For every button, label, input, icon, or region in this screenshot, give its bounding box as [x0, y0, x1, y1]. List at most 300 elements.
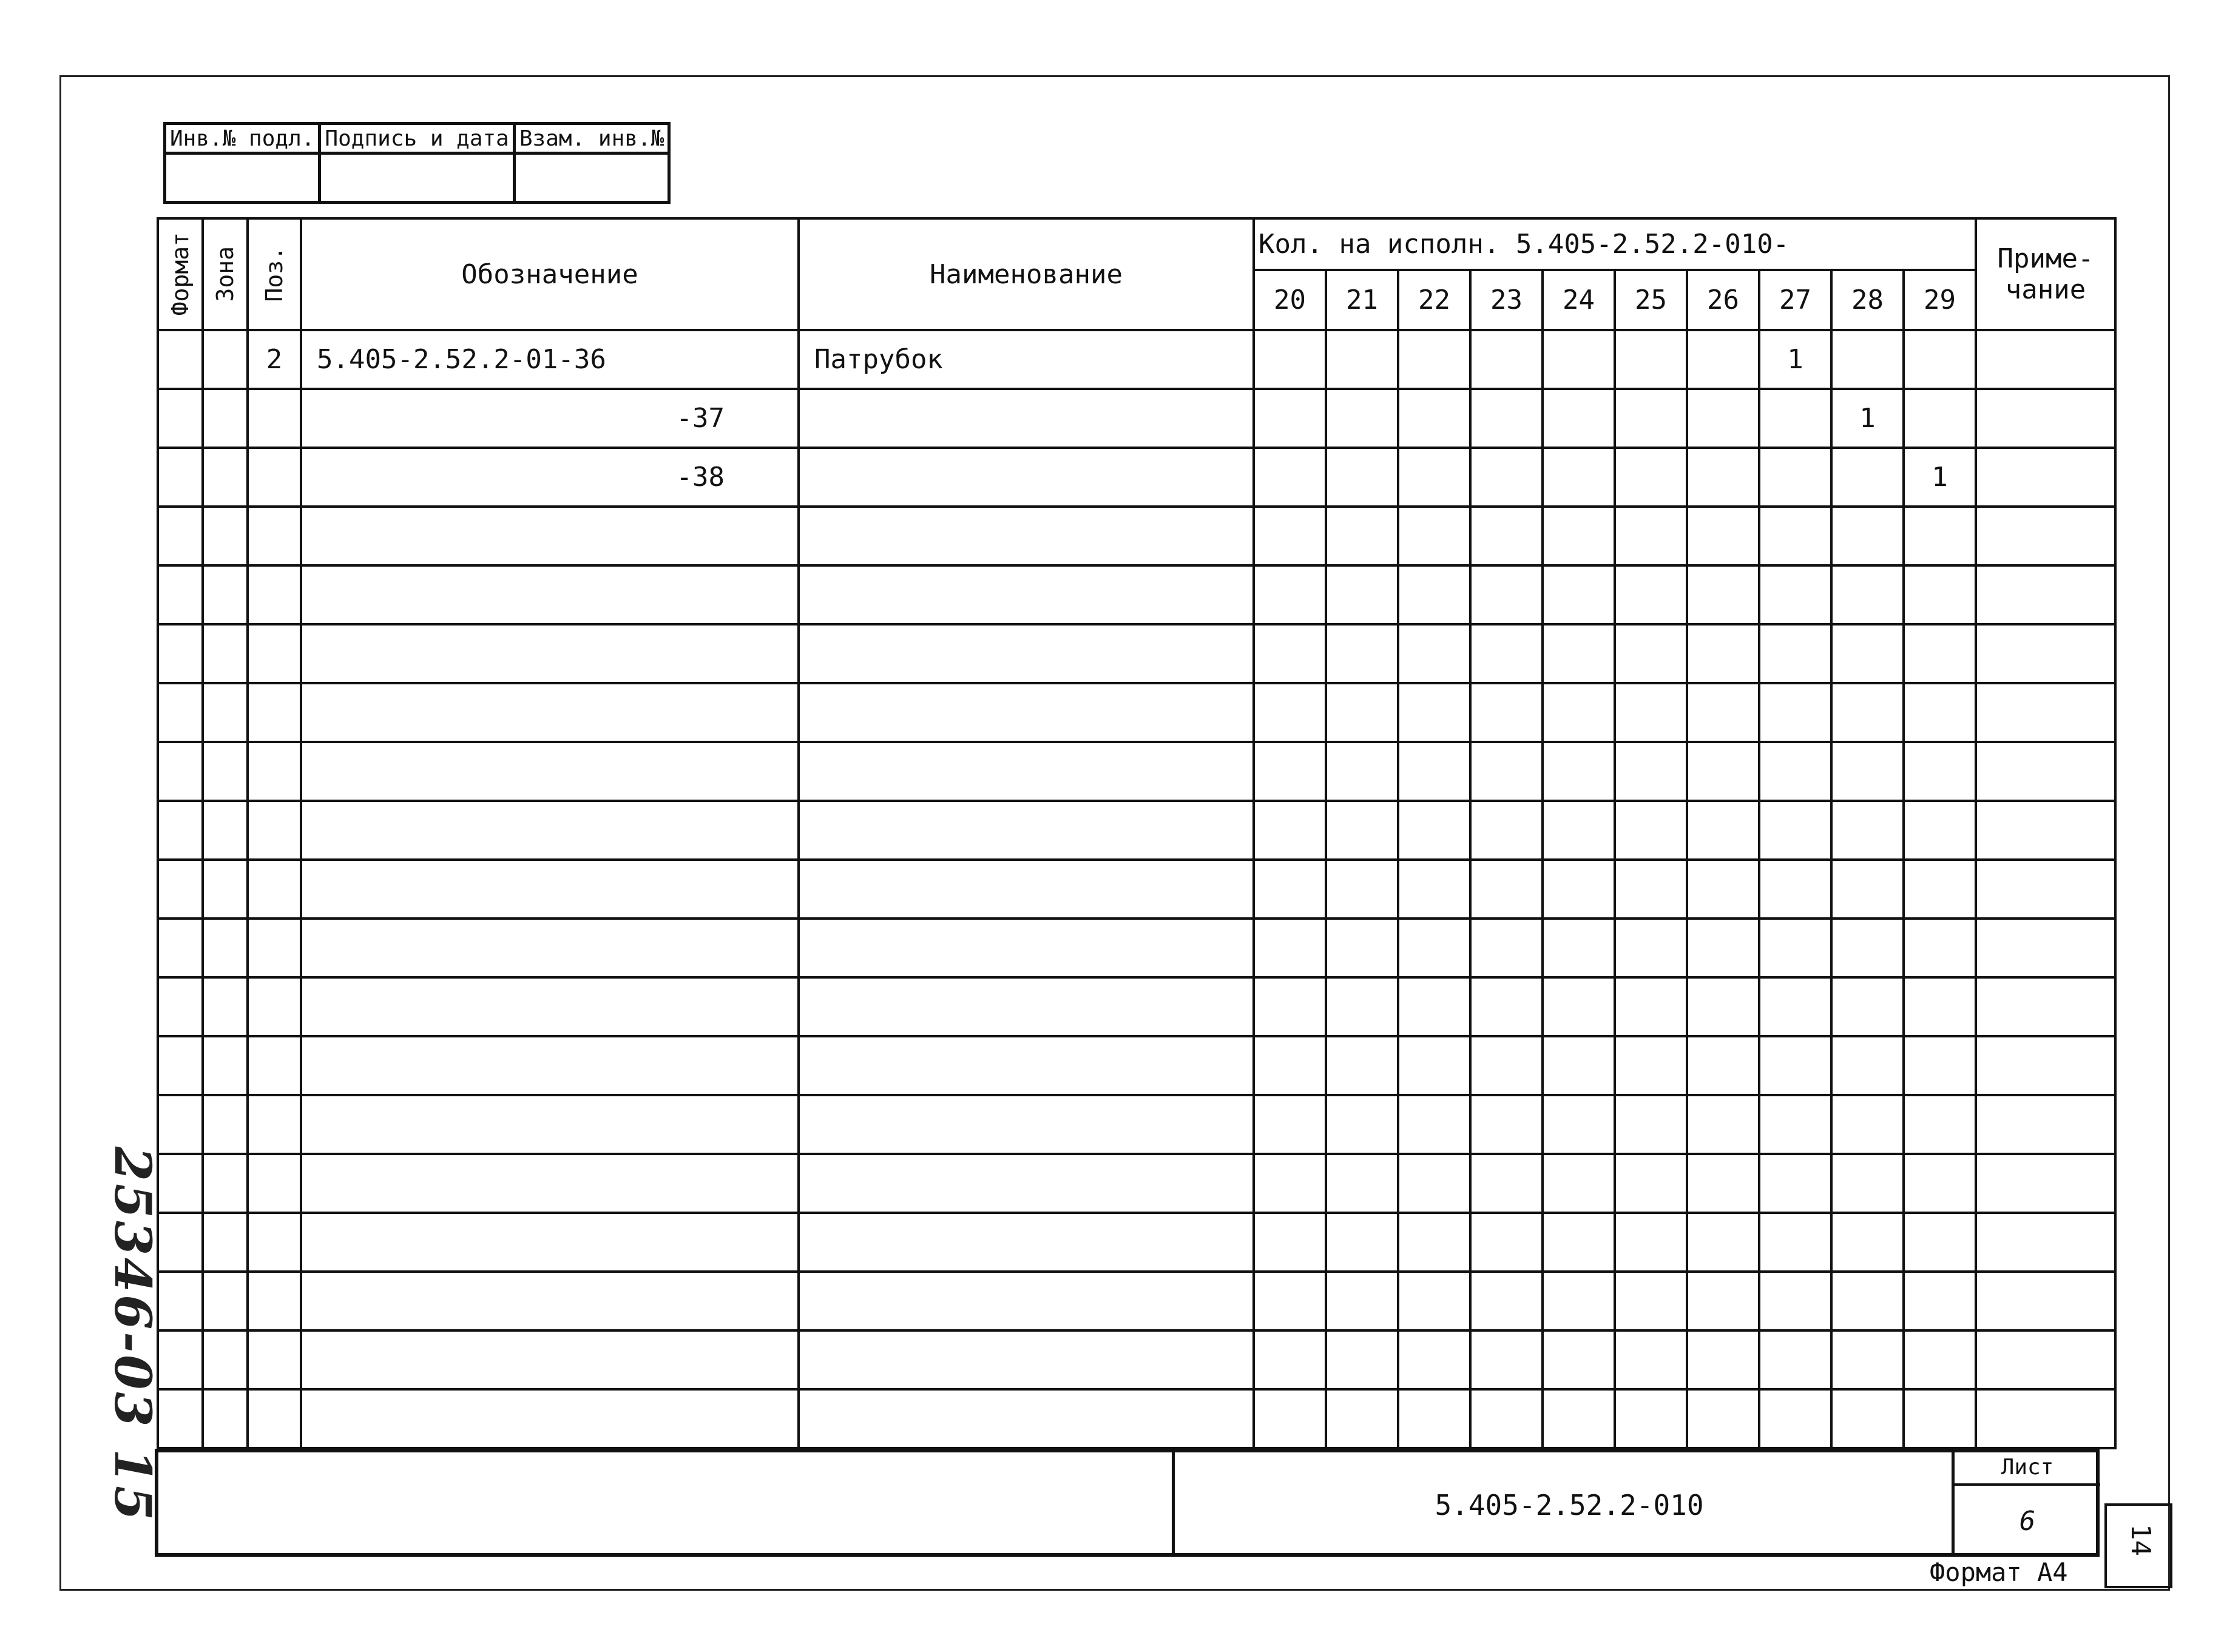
empty-row	[158, 683, 2115, 742]
empty-cell	[1687, 1389, 1759, 1448]
empty-cell	[1470, 801, 1543, 860]
empty-cell	[1976, 1213, 2115, 1272]
empty-cell	[1543, 507, 1615, 565]
empty-cell	[1543, 860, 1615, 919]
empty-cell	[1687, 1272, 1759, 1330]
row-name: Патрубок	[799, 330, 1254, 389]
empty-cell	[1470, 1213, 1543, 1272]
empty-cell	[1326, 977, 1398, 1036]
variant-26: 26	[1687, 270, 1759, 330]
empty-cell	[1615, 1389, 1687, 1448]
table-row	[158, 389, 2115, 448]
empty-row	[158, 860, 2115, 919]
empty-cell	[1615, 1154, 1687, 1213]
variant-21: 21	[1326, 270, 1398, 330]
empty-cell	[248, 1095, 301, 1154]
row-qty-29	[1904, 389, 1976, 448]
row-poz	[248, 389, 301, 448]
empty-cell	[301, 683, 799, 742]
empty-cell	[158, 565, 203, 624]
empty-cell	[1398, 1213, 1470, 1272]
empty-cell	[158, 801, 203, 860]
empty-cell	[1543, 801, 1615, 860]
empty-cell	[1904, 565, 1976, 624]
empty-cell	[1254, 624, 1326, 683]
empty-cell	[1398, 1036, 1470, 1095]
empty-cell	[203, 1036, 248, 1095]
empty-cell	[158, 1389, 203, 1448]
empty-cell	[1904, 919, 1976, 977]
empty-cell	[799, 1095, 1254, 1154]
empty-cell	[1398, 1272, 1470, 1330]
row-qty-28	[1831, 448, 1904, 507]
empty-cell	[1398, 507, 1470, 565]
empty-cell	[1326, 507, 1398, 565]
empty-cell	[1976, 919, 2115, 977]
inv-podl-label: Инв.№ подл.	[165, 124, 320, 153]
empty-cell	[1759, 919, 1831, 977]
empty-cell	[1904, 1154, 1976, 1213]
empty-cell	[1904, 1389, 1976, 1448]
empty-cell	[1615, 1036, 1687, 1095]
empty-cell	[158, 1036, 203, 1095]
empty-cell	[301, 1272, 799, 1330]
empty-cell	[1254, 977, 1326, 1036]
note-header-line2: чание	[2005, 274, 2086, 305]
empty-cell	[1687, 919, 1759, 977]
empty-cell	[1543, 1036, 1615, 1095]
empty-cell	[158, 507, 203, 565]
empty-cell	[1904, 1036, 1976, 1095]
empty-cell	[203, 860, 248, 919]
empty-cell	[799, 1154, 1254, 1213]
empty-cell	[1759, 565, 1831, 624]
empty-cell	[1615, 565, 1687, 624]
empty-row	[158, 1036, 2115, 1095]
empty-cell	[1543, 1389, 1615, 1448]
empty-cell	[1831, 742, 1904, 801]
empty-cell	[1398, 742, 1470, 801]
paper-format: Формат А4	[1930, 1557, 2068, 1587]
empty-cell	[1687, 683, 1759, 742]
row-name	[799, 448, 1254, 507]
empty-cell	[248, 919, 301, 977]
empty-cell	[1904, 977, 1976, 1036]
empty-cell	[301, 1095, 799, 1154]
empty-cell	[1904, 1095, 1976, 1154]
vzam-inv-label: Взам. инв.№	[514, 124, 669, 153]
empty-cell	[1254, 1154, 1326, 1213]
empty-cell	[1470, 742, 1543, 801]
empty-cell	[1615, 507, 1687, 565]
title-block-divider	[1172, 1452, 1175, 1553]
empty-cell	[203, 1330, 248, 1389]
empty-cell	[1470, 565, 1543, 624]
empty-cell	[301, 919, 799, 977]
empty-cell	[248, 801, 301, 860]
empty-cell	[1759, 977, 1831, 1036]
empty-cell	[1976, 1154, 2115, 1213]
empty-cell	[1976, 1095, 2115, 1154]
empty-cell	[1976, 801, 2115, 860]
empty-cell	[301, 565, 799, 624]
empty-cell	[1759, 1389, 1831, 1448]
empty-cell	[1831, 1095, 1904, 1154]
empty-cell	[1254, 1036, 1326, 1095]
empty-cell	[1543, 1272, 1615, 1330]
empty-cell	[1976, 683, 2115, 742]
empty-cell	[1904, 624, 1976, 683]
header-row-1	[158, 218, 2115, 270]
empty-cell	[1543, 1330, 1615, 1389]
empty-row	[158, 1389, 2115, 1448]
empty-cell	[1254, 742, 1326, 801]
empty-cell	[1254, 1272, 1326, 1330]
empty-cell	[301, 1213, 799, 1272]
empty-cell	[1398, 919, 1470, 977]
row-poz: 2	[248, 330, 301, 389]
empty-cell	[1687, 1213, 1759, 1272]
empty-row	[158, 919, 2115, 977]
empty-cell	[1687, 1330, 1759, 1389]
table-row	[158, 330, 2115, 389]
empty-row	[158, 1330, 2115, 1389]
empty-cell	[1615, 742, 1687, 801]
designation-header: Обозначение	[301, 218, 799, 330]
empty-cell	[1326, 1389, 1398, 1448]
podpis-data-value	[320, 153, 514, 203]
empty-rows	[158, 507, 2115, 1448]
empty-cell	[1398, 1389, 1470, 1448]
poz-header: Поз.	[248, 218, 301, 330]
empty-cell	[248, 624, 301, 683]
empty-cell	[248, 1154, 301, 1213]
empty-cell	[1326, 624, 1398, 683]
empty-cell	[1326, 742, 1398, 801]
empty-cell	[1470, 977, 1543, 1036]
empty-cell	[799, 1213, 1254, 1272]
empty-cell	[1976, 624, 2115, 683]
empty-cell	[799, 1389, 1254, 1448]
empty-cell	[1687, 565, 1759, 624]
empty-cell	[1470, 683, 1543, 742]
empty-cell	[1759, 1036, 1831, 1095]
empty-cell	[1759, 1272, 1831, 1330]
empty-cell	[1254, 683, 1326, 742]
empty-cell	[1687, 1154, 1759, 1213]
empty-cell	[1615, 1213, 1687, 1272]
empty-cell	[1470, 1272, 1543, 1330]
empty-cell	[301, 801, 799, 860]
empty-cell	[158, 860, 203, 919]
empty-cell	[1470, 860, 1543, 919]
empty-cell	[1831, 565, 1904, 624]
empty-cell	[1904, 507, 1976, 565]
empty-cell	[1326, 565, 1398, 624]
empty-cell	[301, 1154, 799, 1213]
empty-cell	[203, 565, 248, 624]
empty-cell	[248, 683, 301, 742]
empty-cell	[1254, 507, 1326, 565]
empty-cell	[203, 1272, 248, 1330]
empty-cell	[1904, 860, 1976, 919]
empty-cell	[1326, 1272, 1398, 1330]
empty-cell	[1759, 1095, 1831, 1154]
empty-cell	[248, 1213, 301, 1272]
empty-cell	[1687, 1036, 1759, 1095]
row-qty-29	[1904, 330, 1976, 389]
empty-cell	[1976, 977, 2115, 1036]
empty-cell	[799, 565, 1254, 624]
table-row	[158, 448, 2115, 507]
empty-cell	[301, 624, 799, 683]
empty-cell	[158, 683, 203, 742]
zona-header: Зона	[203, 218, 248, 330]
empty-cell	[1543, 1095, 1615, 1154]
empty-cell	[1615, 683, 1687, 742]
empty-cell	[1831, 1154, 1904, 1213]
empty-cell	[1326, 1330, 1398, 1389]
empty-cell	[1470, 1154, 1543, 1213]
empty-cell	[1831, 977, 1904, 1036]
empty-cell	[1831, 801, 1904, 860]
empty-row	[158, 1154, 2115, 1213]
empty-cell	[158, 1095, 203, 1154]
variant-24: 24	[1543, 270, 1615, 330]
empty-cell	[799, 977, 1254, 1036]
empty-cell	[1543, 624, 1615, 683]
empty-cell	[1615, 1330, 1687, 1389]
empty-row	[158, 1095, 2115, 1154]
empty-cell	[1398, 624, 1470, 683]
variant-22: 22	[1398, 270, 1470, 330]
empty-cell	[1398, 565, 1470, 624]
empty-cell	[1615, 1272, 1687, 1330]
empty-cell	[1976, 565, 2115, 624]
empty-row	[158, 1272, 2115, 1330]
row-qty-27: 1	[1759, 330, 1831, 389]
empty-cell	[301, 977, 799, 1036]
empty-cell	[203, 801, 248, 860]
empty-cell	[301, 1036, 799, 1095]
empty-cell	[248, 1272, 301, 1330]
empty-cell	[1759, 507, 1831, 565]
row-qty-27	[1759, 448, 1831, 507]
empty-cell	[1831, 860, 1904, 919]
empty-cell	[1904, 1272, 1976, 1330]
side-page-box	[2104, 1503, 2172, 1588]
empty-row	[158, 801, 2115, 860]
empty-cell	[1543, 565, 1615, 624]
empty-cell	[1759, 1330, 1831, 1389]
empty-cell	[1759, 1154, 1831, 1213]
empty-cell	[203, 977, 248, 1036]
empty-cell	[1904, 683, 1976, 742]
empty-cell	[301, 742, 799, 801]
empty-cell	[248, 742, 301, 801]
empty-cell	[301, 1330, 799, 1389]
empty-cell	[1326, 860, 1398, 919]
row-designation: 5.405-2.52.2-01-36	[301, 330, 799, 389]
empty-cell	[248, 860, 301, 919]
side-page-number: 14	[2125, 1524, 2156, 1556]
empty-cell	[1831, 1272, 1904, 1330]
empty-cell	[1687, 742, 1759, 801]
empty-cell	[248, 977, 301, 1036]
empty-cell	[301, 1389, 799, 1448]
empty-cell	[1759, 624, 1831, 683]
empty-cell	[1326, 919, 1398, 977]
variant-25: 25	[1615, 270, 1687, 330]
empty-cell	[1398, 977, 1470, 1036]
empty-cell	[158, 1213, 203, 1272]
empty-cell	[799, 507, 1254, 565]
empty-cell	[1254, 801, 1326, 860]
empty-cell	[1254, 860, 1326, 919]
empty-cell	[203, 683, 248, 742]
empty-cell	[1326, 1036, 1398, 1095]
note-header	[1976, 218, 2115, 330]
empty-cell	[1543, 683, 1615, 742]
empty-cell	[1904, 742, 1976, 801]
empty-cell	[1326, 1095, 1398, 1154]
vzam-inv-value	[514, 153, 669, 203]
empty-cell	[158, 1330, 203, 1389]
empty-cell	[1759, 1213, 1831, 1272]
empty-cell	[203, 624, 248, 683]
handwritten-archive-number: 25346-03 15	[103, 1147, 161, 1523]
empty-cell	[1831, 624, 1904, 683]
podpis-data-label: Подпись и дата	[320, 124, 514, 153]
empty-cell	[158, 624, 203, 683]
empty-cell	[1470, 624, 1543, 683]
empty-cell	[1326, 1213, 1398, 1272]
row-designation: -37	[301, 389, 799, 448]
empty-cell	[1831, 1036, 1904, 1095]
empty-cell	[203, 1389, 248, 1448]
empty-cell	[203, 742, 248, 801]
empty-row	[158, 565, 2115, 624]
empty-cell	[1976, 1272, 2115, 1330]
inv-podl-value	[165, 153, 320, 203]
empty-cell	[1904, 801, 1976, 860]
empty-cell	[1831, 507, 1904, 565]
empty-cell	[1831, 919, 1904, 977]
title-block	[155, 1449, 2100, 1557]
empty-cell	[301, 507, 799, 565]
empty-cell	[799, 1330, 1254, 1389]
empty-row	[158, 977, 2115, 1036]
qty-header: Кол. на исполн. 5.405-2.52.2-010-	[1254, 218, 1976, 270]
row-poz	[248, 448, 301, 507]
row-designation: -38	[301, 448, 799, 507]
empty-cell	[1831, 1389, 1904, 1448]
empty-cell	[1398, 860, 1470, 919]
empty-cell	[799, 1036, 1254, 1095]
empty-cell	[1831, 683, 1904, 742]
empty-cell	[1687, 977, 1759, 1036]
empty-cell	[1615, 624, 1687, 683]
empty-cell	[1976, 1036, 2115, 1095]
empty-cell	[1543, 919, 1615, 977]
empty-cell	[301, 860, 799, 919]
row-qty-27	[1759, 389, 1831, 448]
empty-cell	[1687, 801, 1759, 860]
empty-row	[158, 742, 2115, 801]
empty-cell	[248, 507, 301, 565]
empty-cell	[799, 742, 1254, 801]
empty-cell	[799, 1272, 1254, 1330]
empty-cell	[1759, 683, 1831, 742]
empty-cell	[158, 977, 203, 1036]
empty-cell	[1976, 742, 2115, 801]
empty-cell	[203, 1095, 248, 1154]
empty-cell	[1904, 1330, 1976, 1389]
empty-cell	[1615, 1095, 1687, 1154]
empty-cell	[1615, 801, 1687, 860]
empty-cell	[1254, 565, 1326, 624]
row-name	[799, 389, 1254, 448]
empty-cell	[1254, 1389, 1326, 1448]
empty-cell	[799, 624, 1254, 683]
empty-cell	[1470, 1036, 1543, 1095]
note-header-line1: Приме-	[1997, 243, 2094, 274]
empty-cell	[799, 919, 1254, 977]
empty-cell	[1326, 801, 1398, 860]
empty-cell	[1687, 624, 1759, 683]
empty-cell	[1254, 919, 1326, 977]
empty-cell	[248, 1389, 301, 1448]
empty-cell	[1470, 507, 1543, 565]
empty-cell	[158, 1154, 203, 1213]
empty-cell	[799, 683, 1254, 742]
empty-cell	[203, 919, 248, 977]
empty-cell	[1687, 1095, 1759, 1154]
empty-cell	[248, 1036, 301, 1095]
empty-cell	[1254, 1095, 1326, 1154]
empty-cell	[1470, 919, 1543, 977]
empty-cell	[1976, 860, 2115, 919]
document-designation: 5.405-2.52.2-010	[1435, 1489, 1704, 1522]
format-header: Формат	[158, 218, 203, 330]
empty-row	[158, 507, 2115, 565]
empty-cell	[1831, 1330, 1904, 1389]
empty-cell	[1976, 1389, 2115, 1448]
row-qty-28: 1	[1831, 389, 1904, 448]
empty-row	[158, 1213, 2115, 1272]
empty-cell	[1470, 1095, 1543, 1154]
empty-cell	[203, 507, 248, 565]
empty-cell	[1615, 977, 1687, 1036]
empty-cell	[158, 742, 203, 801]
empty-cell	[1398, 683, 1470, 742]
empty-cell	[1759, 801, 1831, 860]
empty-cell	[1831, 1213, 1904, 1272]
sheet-number: 6	[2019, 1506, 2036, 1537]
empty-cell	[1326, 683, 1398, 742]
empty-cell	[203, 1213, 248, 1272]
empty-cell	[1976, 1330, 2115, 1389]
specification-table	[157, 217, 2117, 1449]
empty-cell	[1398, 801, 1470, 860]
empty-cell	[1254, 1330, 1326, 1389]
variant-23: 23	[1470, 270, 1543, 330]
empty-cell	[1326, 1154, 1398, 1213]
variant-28: 28	[1831, 270, 1904, 330]
approval-stamp	[163, 122, 671, 204]
empty-cell	[1254, 1213, 1326, 1272]
empty-cell	[203, 1154, 248, 1213]
